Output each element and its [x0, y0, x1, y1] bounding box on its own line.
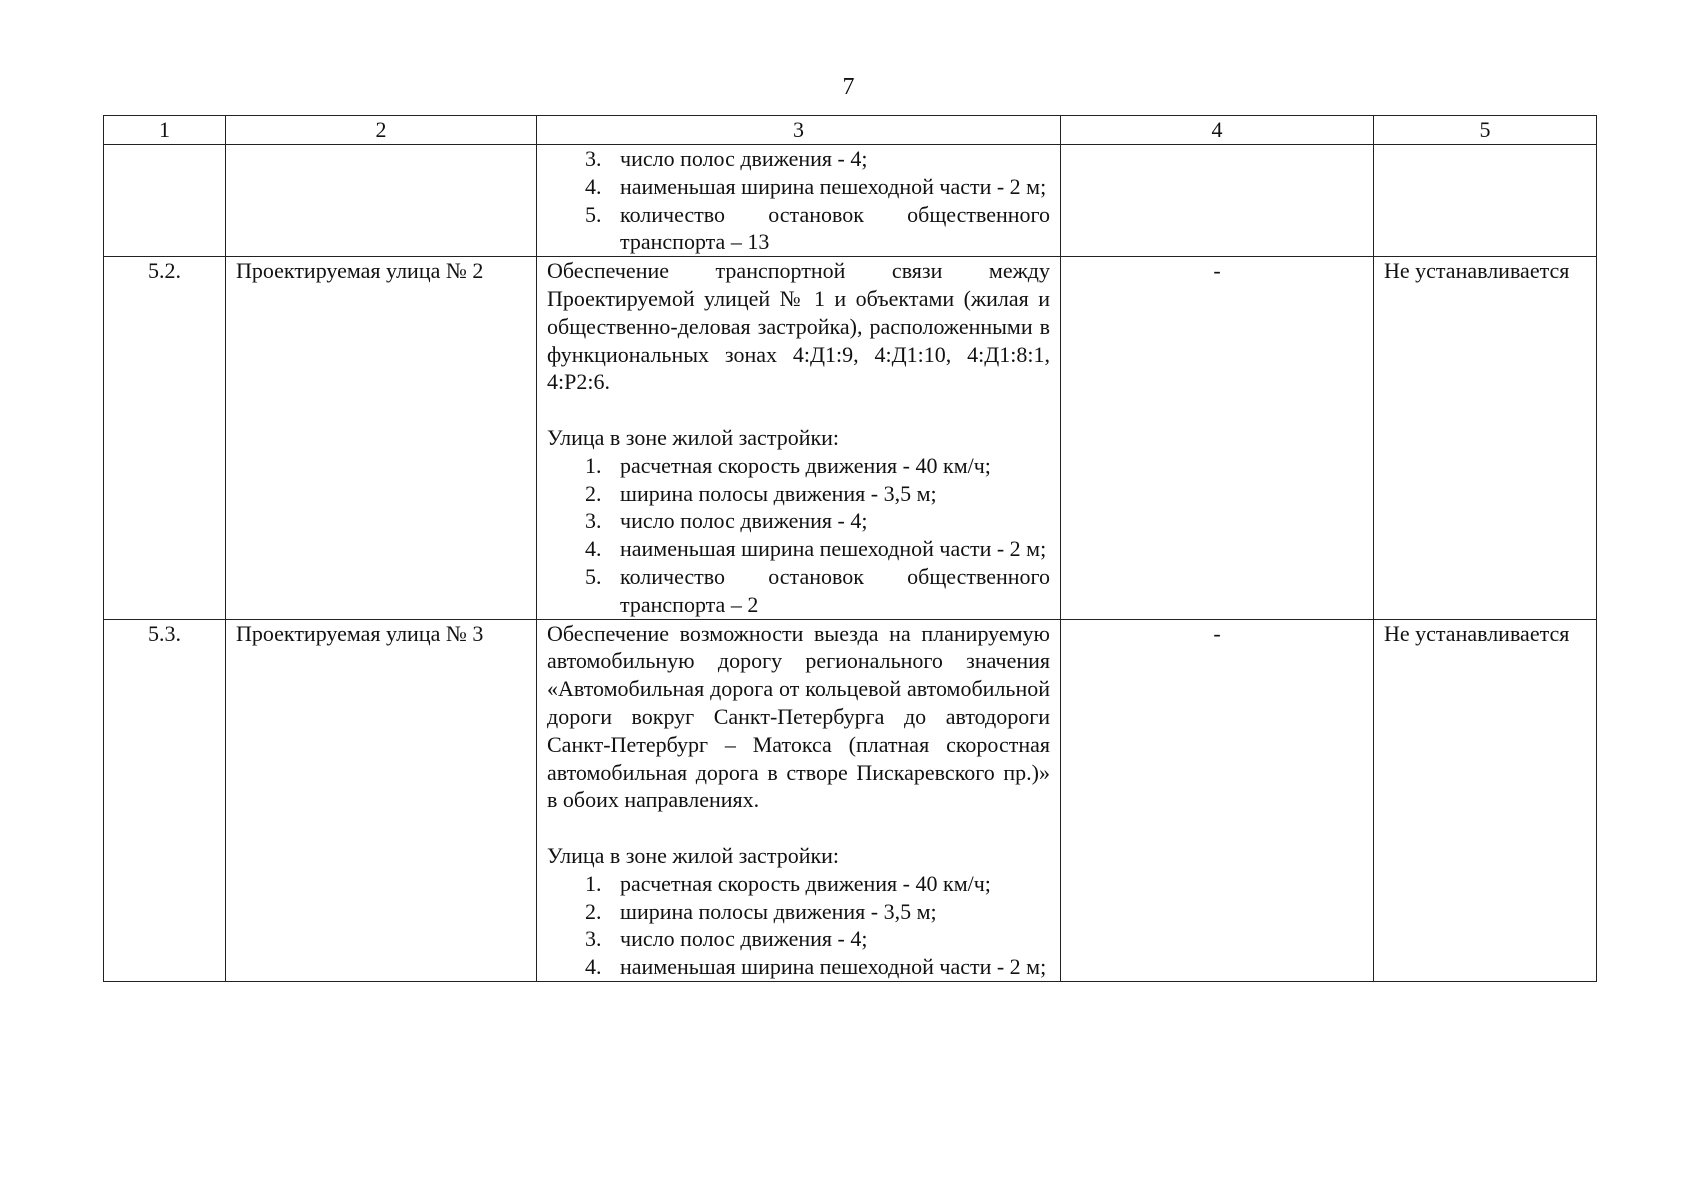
- list-item-number: 5.: [585, 563, 602, 589]
- list-item: [547, 507, 1050, 535]
- list-item-text: ширина полосы движения - 3,5 м;: [620, 480, 937, 506]
- list-item-text: число полос движения - 4;: [620, 508, 868, 534]
- header-cell-5: 5: [1374, 116, 1597, 145]
- list-item-number: 4.: [585, 173, 602, 199]
- list-item-number: 2.: [585, 898, 602, 924]
- list-item: [547, 535, 1050, 563]
- header-cell-3: 3: [537, 116, 1061, 145]
- purpose-parameters-cell: [537, 257, 1061, 619]
- list-item-number: 5.: [585, 201, 602, 227]
- status-cell: Не устанавливается: [1374, 257, 1597, 619]
- paragraph-spacer: [547, 814, 1050, 842]
- value-cell: -: [1061, 257, 1374, 619]
- list-item-number: 3.: [585, 926, 602, 952]
- street-name-cell: [226, 145, 537, 257]
- table-row: [104, 145, 1597, 257]
- header-cell-2: 2: [226, 116, 537, 145]
- purpose-paragraph: Обеспечение возможности выезда на планируемую автомобильную дорогу регионального значения «Автомобильная дорога от кольцевой автомобильной дороги вокруг Санкт-Петербурга до автодороги Санкт-Петербург – Матокса (платная скоростная автомобильная дорога в створе Пискаревского пр.)» в обоих направлениях.: [547, 620, 1050, 813]
- parameters-subheading: Улица в зоне жилой застройки:: [547, 842, 840, 868]
- list-item-text: число полос движения - 4;: [620, 926, 868, 952]
- list-item: [547, 145, 1050, 173]
- list-item-text: наименьшая ширина пешеходной части - 2 м;: [620, 954, 1047, 980]
- street-name-cell: Проектируемая улица № 3: [226, 619, 537, 981]
- list-item: [547, 452, 1050, 480]
- row-number-cell: 5.2.: [104, 257, 226, 619]
- row-number-cell: [104, 145, 226, 257]
- street-name-cell: Проектируемая улица № 2: [226, 257, 537, 619]
- table-row: [104, 619, 1597, 981]
- list-item-text: количество остановок общественного транспорта – 2: [620, 563, 1050, 617]
- parameters-subheading: Улица в зоне жилой застройки:: [547, 424, 840, 450]
- requirements-table: [103, 115, 1597, 982]
- value-cell: -: [1061, 619, 1374, 981]
- purpose-parameters-cell: [537, 619, 1061, 981]
- page-number: 7: [842, 74, 855, 100]
- list-item: [547, 870, 1050, 898]
- purpose-paragraph: Обеспечение транспортной связи между Проектируемой улицей № 1 и объектами (жилая и общественно-деловая застройка), расположенными в функциональных зонах 4:Д1:9, 4:Д1:10, 4:Д1:8:1, 4:Р2:6.: [547, 258, 1050, 395]
- list-item-number: 2.: [585, 480, 602, 506]
- header-cell-1: 1: [104, 116, 226, 145]
- parameters-list: [547, 145, 1050, 256]
- header-cell-4: 4: [1061, 116, 1374, 145]
- list-item-number: 3.: [585, 508, 602, 534]
- purpose-parameters-cell: [537, 145, 1061, 257]
- list-item: [547, 925, 1050, 953]
- list-item: [547, 953, 1050, 981]
- list-item-text: расчетная скорость движения - 40 км/ч;: [620, 870, 991, 896]
- list-item-number: 4.: [585, 954, 602, 980]
- list-item-number: 1.: [585, 452, 602, 478]
- paragraph-spacer: [547, 396, 1050, 424]
- parameters-list: [547, 452, 1050, 619]
- list-item-text: наименьшая ширина пешеходной части - 2 м;: [620, 173, 1047, 199]
- table-header-row: [104, 116, 1597, 145]
- list-item-text: количество остановок общественного транспорта – 13: [620, 201, 1050, 255]
- parameters-list: [547, 870, 1050, 981]
- row-number-cell: 5.3.: [104, 619, 226, 981]
- list-item-text: расчетная скорость движения - 40 км/ч;: [620, 452, 991, 478]
- list-item: [547, 201, 1050, 257]
- value-cell: [1061, 145, 1374, 257]
- table-body: [104, 145, 1597, 982]
- list-item-number: 3.: [585, 146, 602, 171]
- status-cell: Не устанавливается: [1374, 619, 1597, 981]
- list-item-text: число полос движения - 4;: [620, 146, 868, 171]
- list-item: [547, 898, 1050, 926]
- list-item: [547, 563, 1050, 619]
- list-item: [547, 173, 1050, 201]
- list-item-number: 1.: [585, 870, 602, 896]
- list-item-number: 4.: [585, 536, 602, 562]
- list-item-text: наименьшая ширина пешеходной части - 2 м;: [620, 536, 1047, 562]
- status-cell: [1374, 145, 1597, 257]
- list-item-text: ширина полосы движения - 3,5 м;: [620, 898, 937, 924]
- table-row: [104, 257, 1597, 619]
- list-item: [547, 480, 1050, 508]
